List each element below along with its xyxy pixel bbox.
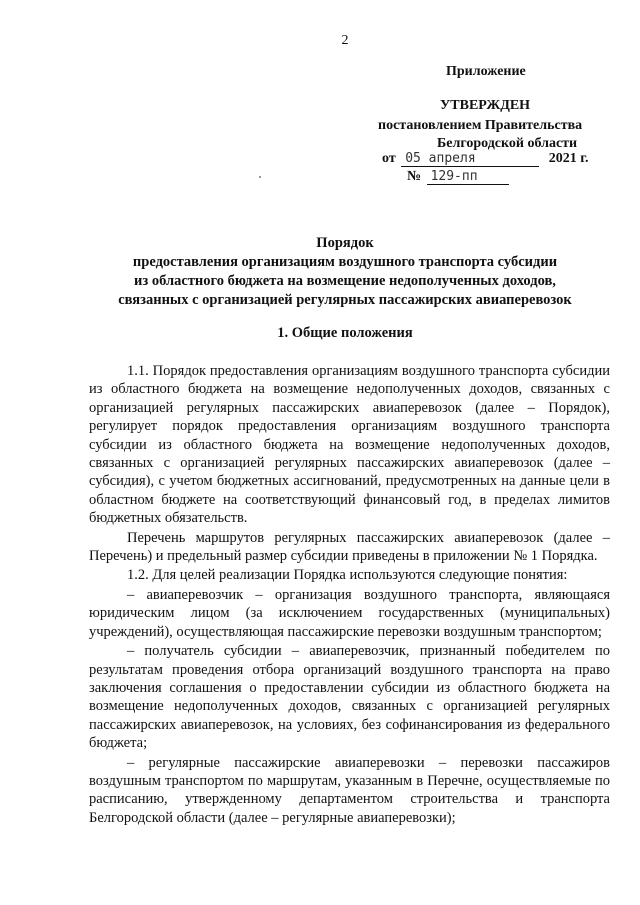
subtitle-line: из областного бюджета на возмещение недополученных доходов, [134,273,556,289]
paragraph: – регулярные пассажирские авиаперевозки – перевозки пассажиров воздушным транспортом по маршрутам, указанным в Перечне, осуществляемые по расписанию, утвержденному департаментом строительства и транспорта Белгородской области (далее – регулярные авиаперевозки); [89,754,610,826]
subtitle-line: предоставления организациям воздушного транспорта субсидии [132,254,558,270]
approval-number-line [407,169,509,185]
date-year: 2021 г. [548,151,589,166]
approved-heading: УТВЕРЖДЕН [440,98,531,113]
paragraph: 1.1. Порядок предоставления организациям воздушного транспорта субсидии из областного бюджета на возмещение недополученных доходов, связанных с организацией регулярных пассажирских авиаперевозок (далее – Порядок), регулирует порядок предоставления организациям воздушного транспорта субсидии из областного бюджета на возмещение недополученных доходов, связанных с организацией регулярных пассажирских авиаперевозок (далее – субсидия), с учетом бюджетных ассигнований, предусмотренных на данные цели в областном бюджете на соответствующий финансовый год, в пределах лимитов бюджетных обязательств. [89,363,610,527]
scan-speck [259,176,261,178]
body-text [89,362,610,827]
handwritten-date: 05 апреля [401,151,539,167]
document-title: Порядок [316,235,374,251]
page-number: 2 [341,33,349,48]
date-prefix: от [382,151,396,166]
subtitle-line: связанных с организацией регулярных пассажирских авиаперевозок [118,292,572,308]
handwritten-number: 129-пп [427,169,509,185]
section-heading: 1. Общие положения [277,325,413,341]
paragraph: Перечень маршрутов регулярных пассажирских авиаперевозок (далее – Перечень) и предельный размер субсидии приведены в приложении № 1 Порядка. [89,529,610,565]
paragraph: – авиаперевозчик – организация воздушного транспорта, являющаяся юридическим лицом (за исключением государственных (муниципальных) учреждений), осуществляющая пассажирские перевозки воздушным транспортом; [89,586,610,640]
appendix-label: Приложение [446,64,526,79]
paragraph: – получатель субсидии – авиаперевозчик, признанный победителем по результатам проведения отбора организаций воздушного транспорта на право заключения соглашения о предоставлении субсидии из областного бюджета на возмещение недополученных доходов, связанных с организацией регулярных пассажирских авиаперевозок, на условиях, без софинансирования из федерального бюджета; [89,643,610,752]
number-prefix: № [407,169,422,184]
decree-line: постановлением Правительства [378,118,583,133]
region-line: Белгородской области [437,136,578,151]
document-subtitle [0,253,640,310]
approval-date-line [382,151,588,167]
paragraph: 1.2. Для целей реализации Порядка используются следующие понятия: [127,567,568,584]
